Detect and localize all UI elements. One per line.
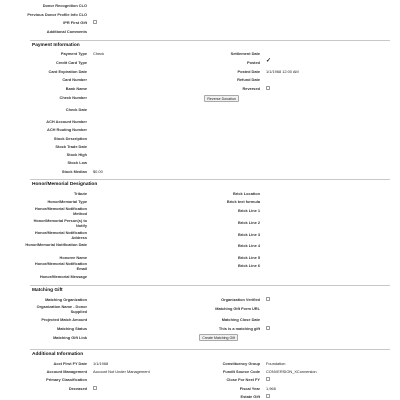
honor-message-label: Honor/Memorial Message — [39, 274, 87, 279]
refund-date-label: Refund Date — [237, 77, 260, 82]
fundit-source-code-value: CONVERSION_XConversion — [266, 369, 317, 374]
organization-verified-label: Organization Verified — [221, 297, 260, 302]
payment-type-label: Payment Type — [60, 51, 87, 56]
create-matching-gift-button[interactable]: Create Matching Gift — [199, 334, 238, 341]
is-matching-gift-label: This is a matching gift — [218, 326, 260, 331]
close-for-next-fy-label: Close For Next FY — [226, 377, 260, 382]
account-management-value: Account Not Under Management — [93, 369, 150, 374]
persons-to-notify-label: Honor/Memorial Person(s) to Notify — [33, 218, 87, 228]
estate-gift-label: Estate Gift — [240, 394, 260, 399]
honoree-name-label: Honoree Name — [59, 255, 87, 260]
constituency-group-label: Constituency Group — [222, 361, 260, 366]
reverse-donation-button[interactable]: Reverse Donation — [204, 95, 239, 102]
fiscal-year-label: Fiscal Year — [239, 386, 260, 391]
settlement-date-label: Settlement Date — [230, 51, 260, 56]
matching-close-date-label: Matching Close Date — [221, 317, 260, 322]
posted-label: Posted — [247, 60, 260, 65]
notification-date-label: Honor/Memorial Notification Date — [25, 242, 87, 247]
brick-location-label: Brick Location — [232, 191, 260, 196]
payment-section-heading: Payment Information — [32, 43, 80, 48]
fiscal-year-value: 1,968 — [266, 386, 276, 391]
card-expiration-label: Card Expiration Date — [48, 69, 87, 74]
matching-status-label: Matching Status — [56, 326, 87, 331]
notification-address-label: Honor/Memorial Notification Address — [34, 230, 87, 240]
acct-first-fy-label: Acct First FY Date — [53, 361, 87, 366]
organization-name-label: Organization Name - Donor Supplied — [36, 304, 87, 314]
matching-form-url-label: Matching Gift Form URL — [215, 306, 260, 311]
section-divider — [30, 349, 390, 350]
section-divider — [30, 285, 390, 286]
acct-first-fy-value: 1/1/1968 — [93, 361, 109, 366]
stock-description-label: Stock Description — [53, 136, 87, 141]
brick-line-1-label: Brick Line 1 — [237, 208, 260, 213]
additional-comments-label: Additional Comments — [46, 29, 87, 34]
section-divider — [30, 40, 390, 41]
brick-line-4-label: Brick Line 4 — [237, 243, 260, 248]
deceased-checkbox[interactable] — [93, 386, 97, 390]
reversed-label: Reversed — [242, 86, 260, 91]
stock-trade-date-label: Stock Trade Date — [55, 144, 87, 149]
section-divider — [30, 179, 390, 180]
stock-low-label: Stock Low — [67, 160, 87, 165]
close-for-next-fy-checkbox[interactable] — [266, 377, 270, 381]
stock-high-label: Stock High — [66, 152, 87, 157]
brick-line-2-label: Brick Line 2 — [237, 220, 260, 225]
projected-match-label: Projected Match Amount — [41, 317, 87, 322]
payment-type-value: Check — [93, 51, 105, 56]
posted-checkmark-icon: ✓ — [266, 58, 272, 64]
primary-classification-label: Primary Classification — [46, 377, 87, 382]
ipr-first-gift-checkbox[interactable] — [93, 20, 97, 24]
brick-line-3-label: Brick Line 3 — [237, 232, 260, 237]
honor-type-label: Honor/Memorial Type — [47, 199, 87, 204]
notification-method-label: Honor/Memorial Notification Method — [34, 206, 87, 216]
credit-card-type-label: Credit Card Type — [55, 60, 87, 65]
honor-section-heading: Honor/Memorial Designation — [32, 182, 98, 187]
donor-recognition-clo-label: Donor Recognition CLO — [42, 3, 87, 8]
ipr-first-gift-label: IPR First Gift — [63, 20, 87, 25]
is-matching-gift-checkbox[interactable] — [266, 326, 270, 330]
brick-line-6-label: Brick Line 6 — [237, 263, 260, 268]
matching-section-heading: Matching Gift — [32, 288, 63, 293]
notification-email-label: Honor/Memorial Notification Email — [34, 261, 87, 271]
check-number-label: Check Number — [59, 95, 87, 100]
stock-median-label: Stock Median — [61, 169, 87, 174]
ach-routing-label: ACH Routing Number — [47, 127, 87, 132]
account-management-label: Account Management — [46, 369, 87, 374]
posted-date-label: Posted Date — [237, 69, 260, 74]
card-number-label: Card Number — [62, 77, 87, 82]
brick-line-5-label: Brick Line 5 — [237, 255, 260, 260]
additional-section-heading: Additional Information — [32, 352, 84, 357]
ach-account-label: ACH Account Number — [46, 119, 87, 124]
stock-median-value: $0.00 — [93, 169, 103, 174]
deceased-label: Deceased — [68, 386, 87, 391]
constituency-group-value: Foundation — [266, 361, 286, 366]
matching-organization-label: Matching Organization — [45, 297, 87, 302]
brick-text-formula-label: Brick text formula — [226, 199, 260, 204]
previous-donor-profile-label: Previous Donor Profile Info CLO — [27, 12, 87, 17]
fundit-source-code-label: FundIt Source Code — [223, 369, 260, 374]
estate-gift-checkbox[interactable] — [266, 394, 270, 398]
check-date-label: Check Date — [65, 107, 87, 112]
organization-verified-checkbox[interactable] — [266, 297, 270, 301]
bank-name-label: Bank Name — [65, 86, 87, 91]
matching-gift-link-label: Matching Gift Link — [53, 335, 87, 340]
posted-date-value: 1/1/1968 12:00 AM — [266, 69, 299, 74]
reversed-checkbox[interactable] — [266, 86, 270, 90]
tribute-label: Tribute — [74, 191, 87, 196]
